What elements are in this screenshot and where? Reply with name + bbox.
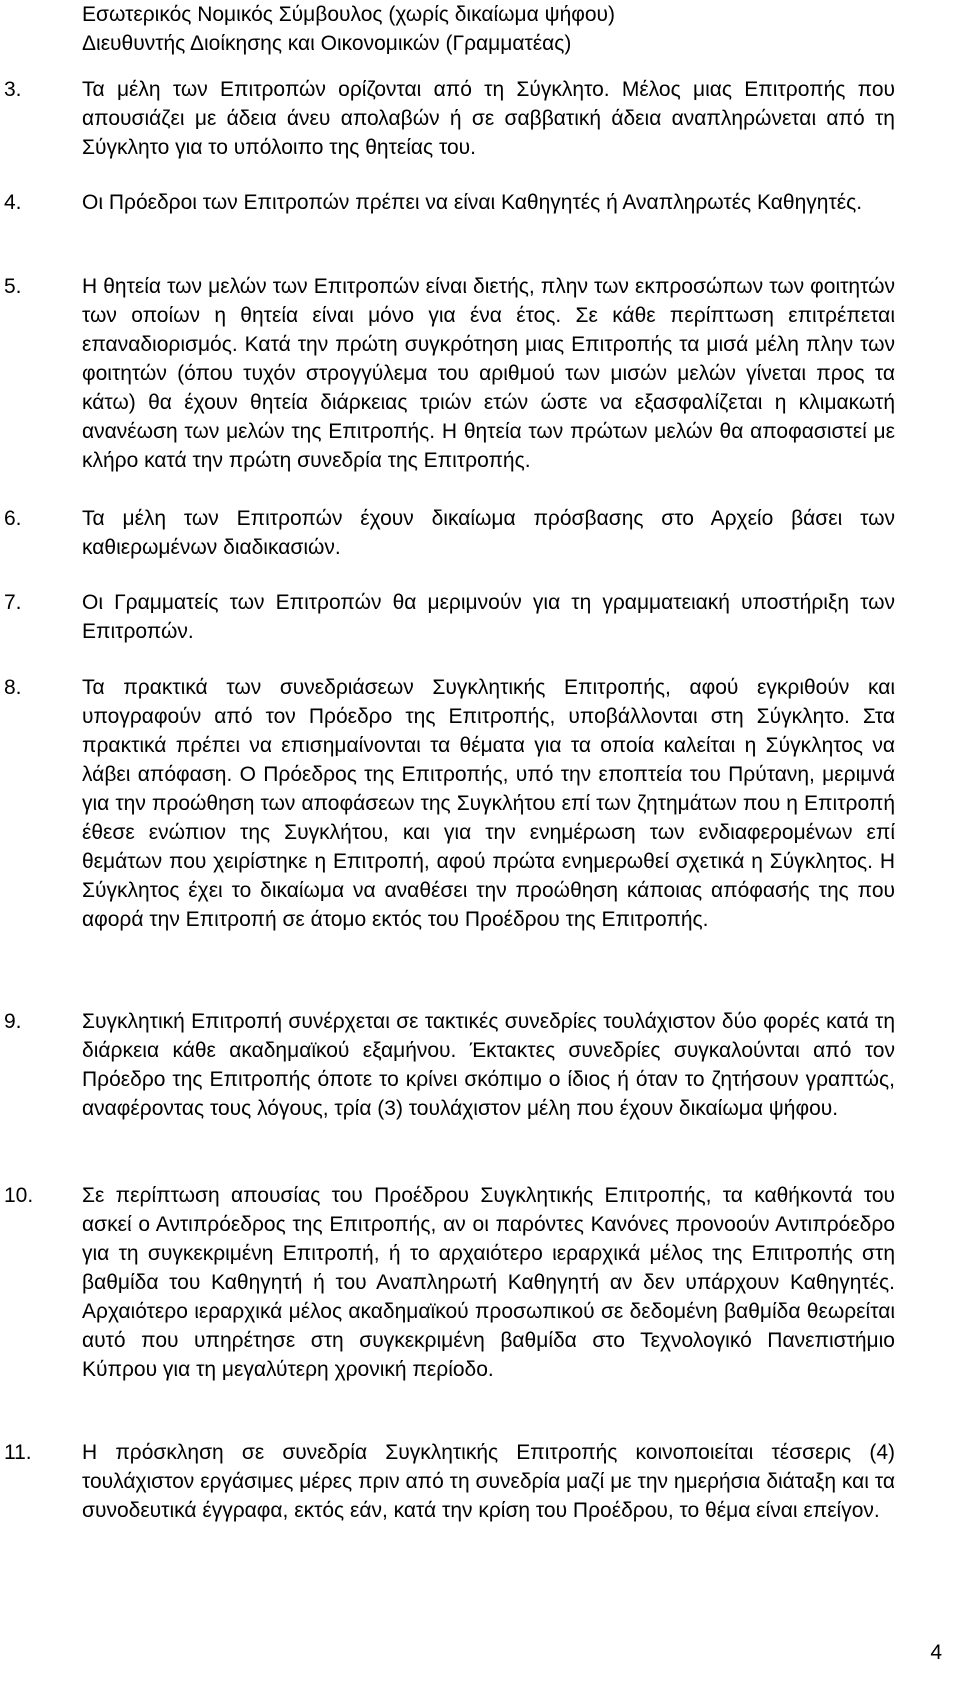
item-number: 10. xyxy=(4,1184,34,1207)
item-text: Τα πρακτικά των συνεδριάσεων Συγκλητικής Επιτροπής, αφού εγκριθούν και υπογραφούν από τον Πρόεδρο της Επιτροπής, υποβάλλονται στη Σύγκλητο. Στα πρακτικά πρέπει να επισημαίνονται τα θέματα για τα οποία καλείται η Σύγκλητος να λάβει απόφαση. Ο Πρόεδρος της Επιτροπής, υπό την εποπτεία του Πρύτανη, μεριμνά για την προώθηση των αποφάσεων της Συγκλήτου επί των ζητημάτων που η Επιτροπή έθεσε ενώπιον της Συγκλήτου, και για την ενημέρωση των ενδιαφερομένων επί θεμάτων που χειρίστηκε η Επιτροπή, αφού πρώτα ενημερωθεί σχετικά η Σύγκλητος. Η Σύγκλητος έχει το δικαίωμα να αναθέσει την προώθηση κάποιας απόφασής της που αφορά την Επιτροπή σε άτομο εκτός του Προέδρου της Επιτροπής. xyxy=(82,676,895,931)
item-text: Συγκλητική Επιτροπή συνέρχεται σε τακτικές συνεδρίες τουλάχιστον δύο φορές κατά τη διάρκεια κάθε ακαδημαϊκού εξαμήνου. Έκτακτες συνεδρίες συγκαλούνται από τον Πρόεδρο της Επιτροπής όποτε το κρίνει σκόπιμο ο ίδιος ή όταν το ζητήσουν γραπτώς, αναφέροντας τους λόγους, τρία (3) τουλάχιστον μέλη που έχουν δικαίωμα ψήφου. xyxy=(82,1010,895,1120)
list-item xyxy=(0,1007,960,1123)
list-item xyxy=(0,272,960,475)
list-item xyxy=(0,673,960,934)
intro-line: Εσωτερικός Νομικός Σύμβουλος (χωρίς δικαίωμα ψήφου) xyxy=(82,3,616,26)
item-number: 5. xyxy=(4,275,22,298)
item-text: Σε περίπτωση απουσίας του Προέδρου Συγκλητικής Επιτροπής, τα καθήκοντά του ασκεί ο Αντιπρόεδρος της Επιτροπής, αν οι παρόντες Κανόνες προνοούν Αντιπρόεδρο για τη συγκεκριμένη Επιτροπή, ή το αρχαιότερο ιεραρχικά μέλος της Επιτροπής στη βαθμίδα του Καθηγητή ή του Αναπληρωτή Καθηγητή αν δεν υπάρχουν Καθηγητές. Αρχαιότερο ιεραρχικά μέλος ακαδημαϊκού προσωπικού σε δεδομένη βαθμίδα θεωρείται αυτό που υπηρέτησε στη συγκεκριμένη βαθμίδα στο Τεχνολογικό Πανεπιστήμιο Κύπρου για τη μεγαλύτερη χρονική περίοδο. xyxy=(82,1184,895,1381)
item-number: 3. xyxy=(4,78,22,101)
item-text: Η πρόσκληση σε συνεδρία Συγκλητικής Επιτροπής κοινοποιείται τέσσερις (4) τουλάχιστον εργάσιμες μέρες πριν από τη συνεδρία μαζί με την ημερήσια διάταξη και τα συνοδευτικά έγγραφα, εκτός εάν, κατά την κρίση του Προέδρου, το θέμα είναι επείγον. xyxy=(82,1441,895,1522)
list-item xyxy=(0,1181,960,1384)
item-number: 9. xyxy=(4,1010,22,1033)
item-number: 11. xyxy=(4,1441,32,1464)
list-item xyxy=(0,1438,960,1525)
item-text: Τα μέλη των Επιτροπών έχουν δικαίωμα πρόσβασης στο Αρχείο βάσει των καθιερωμένων διαδικασιών. xyxy=(82,507,895,559)
item-number: 7. xyxy=(4,591,22,614)
item-number: 4. xyxy=(4,191,22,214)
intro-members xyxy=(82,0,902,58)
list-item xyxy=(0,75,960,162)
list-item xyxy=(0,188,960,217)
item-number: 8. xyxy=(4,676,22,699)
list-item xyxy=(0,504,960,562)
list-item xyxy=(0,588,960,646)
page-number: 4 xyxy=(930,1641,942,1664)
item-number: 6. xyxy=(4,507,22,530)
intro-line: Διευθυντής Διοίκησης και Οικονομικών (Γραμματέας) xyxy=(82,32,572,55)
item-text: Οι Πρόεδροι των Επιτροπών πρέπει να είναι Καθηγητές ή Αναπληρωτές Καθηγητές. xyxy=(82,191,863,214)
item-text: Οι Γραμματείς των Επιτροπών θα μεριμνούν για τη γραμματειακή υποστήριξη των Επιτροπών. xyxy=(82,591,895,643)
item-text: Η θητεία των μελών των Επιτροπών είναι διετής, πλην των εκπροσώπων των φοιτητών των οποίων η θητεία είναι μόνο για ένα έτος. Σε κάθε περίπτωση επιτρέπεται επαναδιορισμός. Κατά την πρώτη συγκρότηση μιας Επιτροπής τα μισά μέλη πλην των φοιτητών (όπου τυχόν στρογγύλεμα του αριθμού των μισών μελών γίνεται προς τα κάτω) θα έχουν θητεία διάρκειας τριών ετών ώστε να εξασφαλίζεται η κλιμακωτή ανανέωση των μελών της Επιτροπής. Η θητεία των πρώτων μελών θα αποφασιστεί με κλήρο κατά την πρώτη συνεδρία της Επιτροπής. xyxy=(82,275,895,472)
item-text: Τα μέλη των Επιτροπών ορίζονται από τη Σύγκλητο. Μέλος μιας Επιτροπής που απουσιάζει με άδεια άνευ απολαβών ή σε σαββατική άδεια αναπληρώνεται από τη Σύγκλητο για το υπόλοιπο της θητείας του. xyxy=(82,78,895,159)
